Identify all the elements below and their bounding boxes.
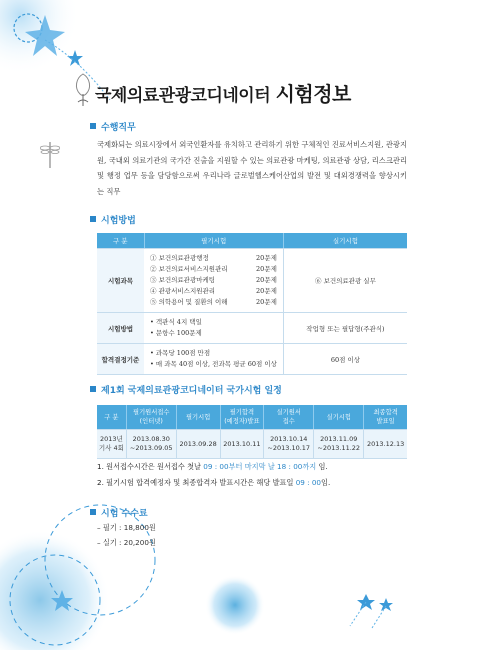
table-cell: 2013.09.28 [176,430,220,459]
table-header: 실기시험 [283,233,407,249]
schedule-note-1: 1. 원서접수시간은 원서접수 첫날 09 : 00부터 마지막 날 18 : 00까지 임. [97,462,328,471]
page-title: 국제의료관광코디네이터 시험정보 [95,82,351,106]
exam-method-table [97,233,407,375]
table-header: 실기원서 접수 [264,405,314,430]
table-header: 최종합격 발표일 [364,405,407,430]
table-row [97,313,407,344]
table-cell: 2013.10.14 ~2013.10.17 [264,430,314,459]
written-method [144,313,283,344]
practical-subject: ⑥ 보건의료관광 실무 [283,249,407,313]
section-heading-fee: 시험 수수료 [90,506,148,519]
written-subjects [144,249,283,313]
row-label: 시험방법 [97,313,144,344]
square-bullet-icon [90,216,96,222]
practical-method: 작업형 또는 필답형(주관식) [283,313,407,344]
list-item: • 과목당 100점 만점 [150,349,211,357]
practical-pass: 60점 이상 [283,344,407,375]
section-heading-duties: 수행직무 [90,120,136,133]
section-heading-schedule: 제1회 국제의료관광코디네이터 국가시험 일정 [90,383,282,396]
list-item: ③ 보건의료관광마케팅 20문제 [150,276,277,284]
square-bullet-icon [90,123,96,129]
section-heading-method: 시험방법 [90,213,136,226]
fee-practical: – 실기 : 20,200원 [97,538,156,547]
list-item: ④ 관광서비스지원관리 20문제 [150,287,277,295]
list-item: ⑤ 의학용어 및 질환의 이해 20문제 [150,298,277,306]
table-cell: 2013년 기사 4회 [97,430,126,459]
bottom-decoration [0,490,500,650]
table-header: 필기시험 [176,405,220,430]
table-header: 필기합격 (예정자)발표 [220,405,264,430]
table-cell: 2013.12.13 [364,430,407,459]
dragonfly-icon [40,140,60,170]
table-header: 필기시험 [144,233,283,249]
flower-icon [70,72,96,108]
table-header-row [97,233,407,249]
table-cell: 2013.08.30 ~2013.09.05 [126,430,176,459]
table-header-row [97,405,407,430]
table-cell: 2013.11.09 ~2013.11.22 [314,430,364,459]
written-pass [144,344,283,375]
table-header: 구 분 [97,405,126,430]
list-item: ② 보건의료서비스지원관리 20문제 [150,265,277,273]
square-bullet-icon [90,386,96,392]
duties-paragraph: 국제화되는 의료시장에서 외국인환자를 유치하고 관리하기 위한 구체적인 진료서비스지원, 관광지원, 국내외 의료기관의 국가간 진출을 지원할 수 있는 의료관광 마케팅, 의료관광 상담, 리스크관리 및 행정 업무 등을 담당함으로써 우리나라 글로벌헬스케어산업의 발전 및 대외경쟁력을 향상시키는 직무 [97,140,407,196]
table-row [97,344,407,375]
table-row [97,249,407,313]
list-item: • 객관식 4지 택일 [150,318,202,326]
row-label: 합격결정기준 [97,344,144,375]
list-item: • 문항수 100문제 [150,329,202,337]
schedule-note-2: 2. 필기시험 합격예정자 및 최종합격자 발표시간은 해당 발표일 09 : 00임. [97,478,331,487]
list-item: ① 보건의료관광행정 20문제 [150,254,277,262]
table-cell: 2013.10.11 [220,430,264,459]
table-header: 필기원서접수 (인터넷) [126,405,176,430]
fee-written: – 필기 : 18,800원 [97,523,156,532]
schedule-table [97,405,407,459]
list-item: • 매 과목 40점 이상, 전과목 평균 60점 이상 [150,360,277,368]
table-header: 실기시험 [314,405,364,430]
star-icon [379,598,393,611]
table-header: 구 분 [97,233,144,249]
row-label: 시험과목 [97,249,144,313]
table-row [97,430,407,459]
square-bullet-icon [90,509,96,515]
